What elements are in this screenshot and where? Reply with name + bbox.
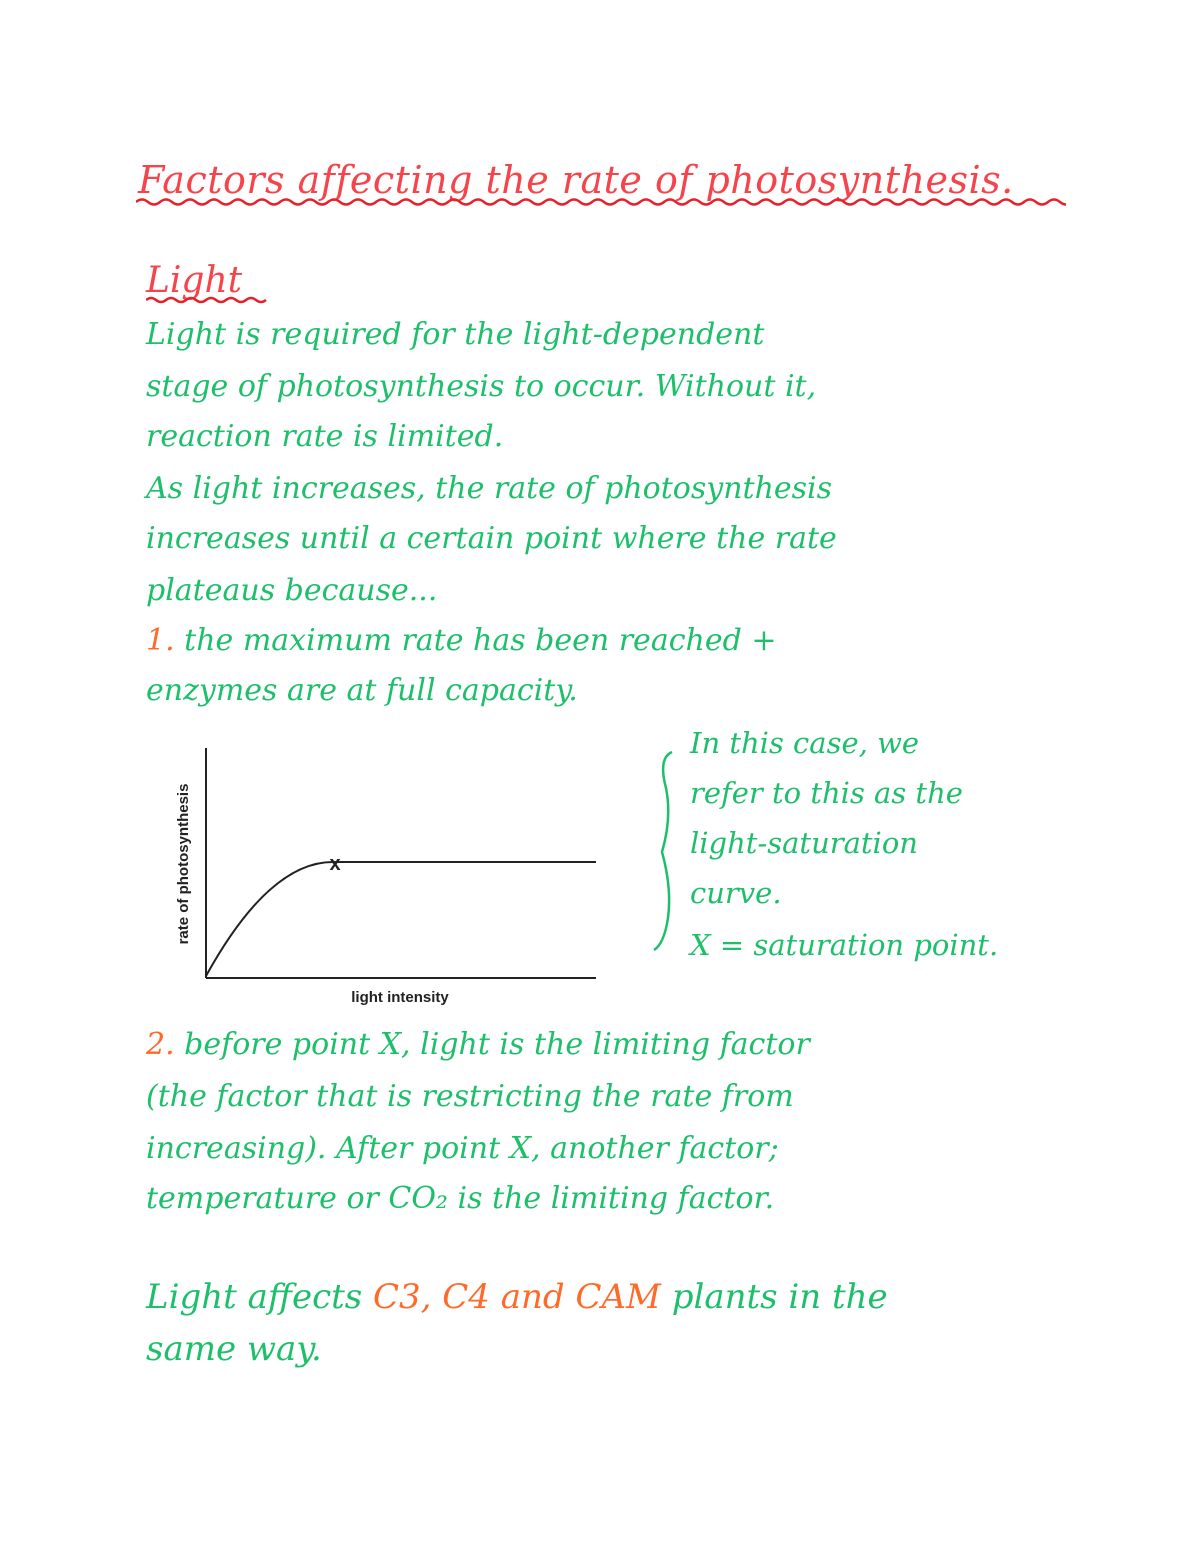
point1-text: the maximum rate has been reached + [184,623,777,658]
point1-number: 1. [146,623,175,658]
closing-line2: same way. [146,1329,322,1369]
para1-line: reaction rate is limited. [146,419,504,454]
point2-line: temperature or CO₂ is the limiting factor. [146,1181,775,1216]
closing-part1: Light affects [146,1277,363,1317]
section-heading: Light [146,260,243,301]
point1-line2: enzymes are at full capacity. [146,673,578,708]
x-axis-label: light intensity [351,989,449,1006]
point2-line: increasing). After point X, another factor; [146,1131,779,1166]
side-note-line: X = saturation point. [690,928,999,962]
heading-underline [146,294,268,306]
curly-brace [650,748,690,954]
side-note-line: curve. [690,876,782,910]
para1-line: stage of photosynthesis to occur. Without it, [146,369,817,404]
y-axis-label: rate of photosynthesis [175,783,192,945]
closing-highlight: C3, C4 and CAM [373,1277,661,1317]
light-saturation-graph [160,740,620,1020]
side-note-line: In this case, we [690,726,920,760]
title-underline [136,196,1066,210]
closing-line [146,1277,888,1317]
closing-part2: plants in the [671,1277,888,1317]
point2-number: 2. [146,1027,175,1062]
point2-line: (the factor that is restricting the rate from [146,1079,794,1114]
para2-line: plateaus because... [146,573,438,608]
side-note-line: refer to this as the [690,776,963,810]
para1-line: Light is required for the light-dependent [146,317,765,352]
title-text: Factors affecting the rate of photosynthesis [138,158,1002,202]
title-dot: . [1001,158,1014,202]
para2-line: increases until a certain point where the rate [146,521,837,556]
point2-line [146,1027,810,1062]
para2-line: As light increases, the rate of photosynthesis [146,471,833,506]
saturation-marker: x [329,853,341,875]
point2-text: before point X, light is the limiting factor [184,1027,810,1062]
saturation-curve [206,862,596,976]
point1-line [146,623,777,658]
side-note-line: light-saturation [690,826,918,860]
